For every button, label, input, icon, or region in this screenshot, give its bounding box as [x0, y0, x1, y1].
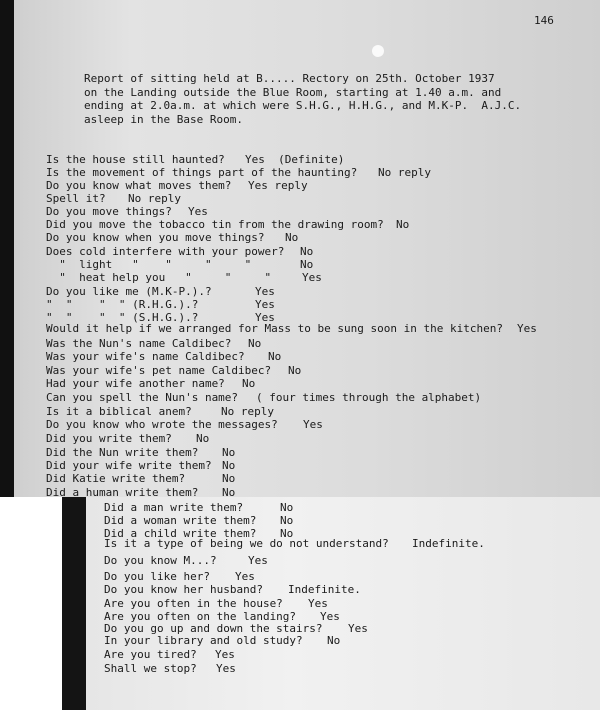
question-line: Was your wife's pet name Caldibec?	[46, 364, 272, 377]
answer-text: No reply	[221, 405, 274, 418]
question-line: Do you know who wrote the messages?	[46, 418, 278, 431]
answer-text: No	[280, 514, 294, 527]
answer-text: No	[222, 446, 236, 459]
answer-text: Yes	[235, 570, 255, 583]
question-line: Are you tired?	[104, 648, 197, 661]
question-line: Do you know when you move things?	[46, 231, 265, 244]
report-line: on the Landing outside the Blue Room, starting at 1.40 a.m. and	[84, 85, 502, 99]
answer-text: No reply	[378, 166, 431, 179]
answer-text: No	[196, 432, 210, 445]
answer-text: Yes	[215, 648, 235, 661]
question-line: Do you know her husband?	[104, 583, 263, 596]
answer-text: No	[222, 459, 236, 472]
question-line: Did a child write them?	[104, 527, 257, 540]
question-line: Is it a type of being we do not understand?	[104, 537, 389, 550]
answer-text: Yes	[216, 662, 236, 675]
question-line: Do you move things?	[46, 205, 172, 218]
page-number: 146	[534, 14, 554, 27]
question-line: Do you go up and down the stairs?	[104, 622, 323, 635]
question-line: Spell it?	[46, 192, 106, 205]
answer-text: Indefinite.	[288, 583, 361, 596]
answer-text: No	[285, 231, 299, 244]
question-line: " light " " " "	[46, 258, 252, 271]
answer-text: Yes (Definite)	[245, 153, 345, 166]
question-line: Did a human write them?	[46, 486, 199, 499]
answer-text: No	[248, 337, 262, 350]
question-line: " " " " (R.H.G.).?	[46, 298, 199, 311]
question-line: Shall we stop?	[104, 662, 197, 675]
question-line: Did you write them?	[46, 432, 172, 445]
answer-text: Yes	[255, 311, 275, 324]
answer-text: Yes	[320, 610, 340, 623]
report-line: ending at 2.0a.m. at which were S.H.G., H.H.G., and M.K-P. A.J.C.	[84, 99, 522, 112]
answer-text: Yes	[255, 298, 275, 311]
answer-text: No	[300, 258, 314, 271]
answer-text: Yes reply	[248, 179, 308, 192]
report-line: asleep in the Base Room.	[84, 112, 243, 126]
question-line: Did a man write them?	[104, 501, 244, 514]
question-line: Do you like her?	[104, 570, 210, 583]
question-line: Did Katie write them?	[46, 472, 186, 485]
answer-text: No	[396, 218, 410, 231]
report-line: Report of sitting held at B..... Rectory on 25th. October 1937	[84, 72, 495, 85]
answer-text: Yes	[255, 285, 275, 298]
question-line: Do you know what moves them?	[46, 179, 232, 192]
question-line: Are you often in the house?	[104, 597, 283, 610]
answer-text: Yes	[302, 271, 322, 284]
question-line: Are you often on the landing?	[104, 610, 297, 623]
question-line: Was your wife's name Caldibec?	[46, 350, 245, 363]
answer-text: No	[327, 634, 341, 647]
question-line: Is the movement of things part of the haunting?	[46, 166, 358, 179]
question-line: Did a woman write them?	[104, 514, 257, 527]
lower-page	[0, 497, 600, 710]
question-line: In your library and old study?	[104, 634, 303, 647]
answer-text: Yes	[303, 418, 323, 431]
answer-text: ( four times through the alphabet)	[256, 391, 482, 404]
question-line: Had your wife another name?	[46, 377, 225, 390]
answer-text: No	[242, 377, 256, 390]
question-line: Did the Nun write them?	[46, 446, 199, 459]
question-line: Did you move the tobacco tin from the drawing room?	[46, 218, 384, 231]
answer-text: No	[222, 472, 236, 485]
question-line: Was the Nun's name Caldibec?	[46, 337, 232, 350]
report-header	[84, 72, 584, 126]
page-edge-shadow	[62, 497, 86, 710]
question-line: Is it a biblical anem?	[46, 405, 192, 418]
question-line: " " " " (S.H.G.).?	[46, 311, 199, 324]
question-line: Did your wife write them?	[46, 459, 212, 472]
punch-hole	[372, 45, 384, 57]
question-line: Do you like me (M.K-P.).?	[46, 285, 212, 298]
answer-text: No reply	[128, 192, 181, 205]
answer-text: No	[300, 245, 314, 258]
question-line: Can you spell the Nun's name?	[46, 391, 239, 404]
page-edge-shadow	[0, 0, 14, 502]
question-line: Do you know M...?	[104, 554, 217, 567]
question-line: Would it help if we arranged for Mass to be sung soon in the kitchen?	[46, 322, 503, 335]
answer-text: No	[280, 501, 294, 514]
answer-text: Indefinite.	[412, 537, 485, 550]
answer-text: Yes	[248, 554, 268, 567]
answer-text: No	[288, 364, 302, 377]
question-line: Is the house still haunted?	[46, 153, 225, 166]
answer-text: Yes	[188, 205, 208, 218]
answer-text: Yes	[517, 322, 537, 335]
answer-text: No	[268, 350, 282, 363]
answer-text: No	[222, 486, 236, 499]
answer-text: No	[280, 527, 294, 540]
question-line: Does cold interfere with your power?	[46, 245, 285, 258]
question-line: " heat help you " " "	[46, 271, 272, 284]
answer-text: Yes	[308, 597, 328, 610]
answer-text: Yes	[348, 622, 368, 635]
